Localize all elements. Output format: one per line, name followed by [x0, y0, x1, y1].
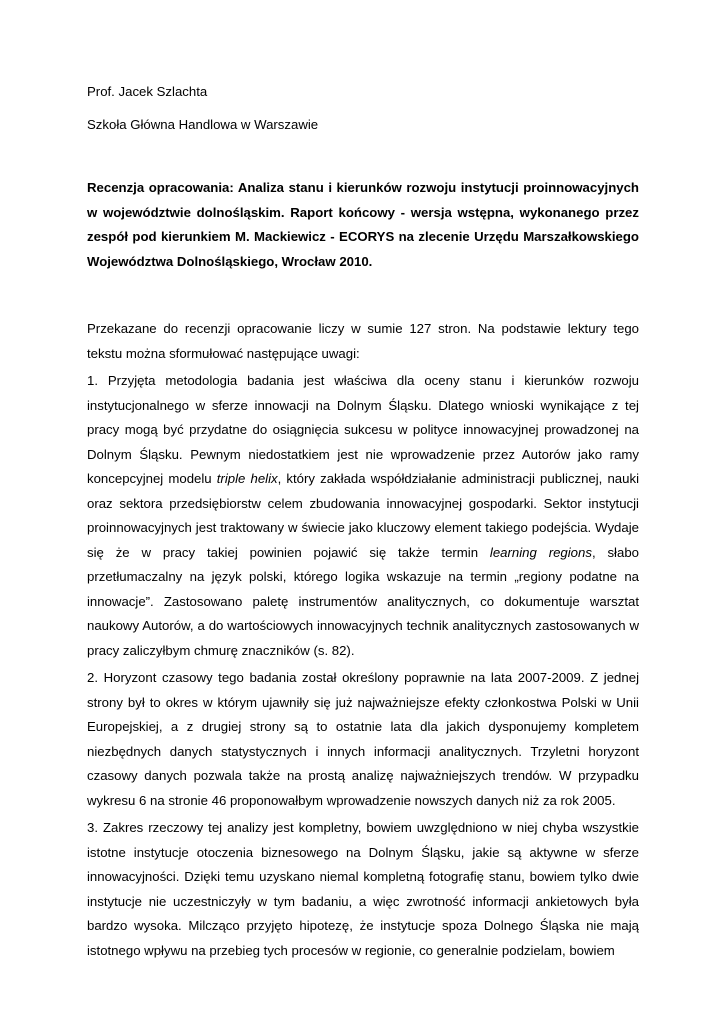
point-1-text-b: , który zakłada współdziałanie administracji publicznej, nauki oraz sektora przedsiębiorstw celem zbudowania innowacyjnej gospodarki. Sektor instytucji proinnowacyjnych jest traktowany w świecie jako kluczowy element takiego podejścia. Wydaje się że w pracy takiej powinien pojawić się także termin — [87, 471, 639, 560]
intro-paragraph: Przekazane do recenzji opracowanie liczy w sumie 127 stron. Na podstawie lektury tego tekstu można sformułować następujące uwagi: — [87, 321, 639, 361]
point-2-paragraph: 2. Horyzont czasowy tego badania został określony poprawnie na lata 2007-2009. Z jednej strony był to okres w którym ujawniły się już najważniejsze efekty członkostwa Polski w Unii Europejskiej, a z drugiej strony są to ostatnie lata dla jakich dysponujemy kompletem niezbędnych danych statystycznych i innych informacji analitycznych. Trzyletni horyzont czasowy danych pozwala także na prostą analizę najważniejszych trendów. W przypadku wykresu 6 na stronie 46 proponowałbym wprowadzenie nowszych danych niż za rok 2005. — [87, 670, 639, 808]
review-title: Recenzja opracowania: Analiza stanu i kierunków rozwoju instytucji proinnowacyjnych w województwie dolnośląskim. Raport końcowy - wersja wstępna, wykonanego przez zespół pod kierunkiem M. Mackiewicz - ECORYS na zlecenie Urzędu Marszałkowskiego Województwa Dolnośląskiego, Wrocław 2010. — [87, 180, 639, 269]
author-name: Prof. Jacek Szlachta — [87, 84, 208, 99]
institution-name: Szkoła Główna Handlowa w Warszawie — [87, 117, 319, 132]
point-1-text-a: 1. Przyjęta metodologia badania jest właściwa dla oceny stanu i kierunków rozwoju instytucjonalnego w sferze innowacji na Dolnym Śląsku. Dlatego wnioski wynikające z tej pracy mogą być przydatne do osiągnięcia sukcesu w polityce innowacyjnej prowadzonej na Dolnym Śląsku. Pewnym niedostatkiem jest nie wprowadzenie przez Autorów jako ramy koncepcyjnej modelu — [87, 373, 639, 486]
point-3-paragraph: 3. Zakres rzeczowy tej analizy jest kompletny, bowiem uwzględniono w niej chyba wszystkie istotne instytucje otoczenia biznesowego na Dolnym Śląsku, jakie są aktywne w sferze innowacyjności. Dzięki temu uzyskano niemal kompletną fotografię stanu, bowiem tylko dwie instytucje nie uczestniczyły w tym badaniu, a więc zwrotność informacji ankietowych była bardzo wysoka. Milcząco przyjęto hipotezę, że instytucje spoza Dolnego Śląska nie mają istotnego wpływu na przebieg tych procesów w regionie, co generalnie podzielam, bowiem — [87, 820, 639, 958]
point-1-text-c: , słabo przetłumaczalny na język polski, którego logika wskazuje na termin „regiony podatne na innowacje”. Zastosowano paletę instrumentów analitycznych, co dokumentuje warsztat naukowy Autorów, a do wartościowych innowacyjnych technik analitycznych zastosowanych w pracy zaliczyłbym chmurę znaczników (s. 82). — [87, 544, 639, 658]
point-1-italic-term-a: triple helix — [216, 471, 278, 486]
document-page — [87, 83, 639, 966]
point-1-paragraph — [87, 369, 639, 663]
point-1-italic-term-b: learning regions — [489, 544, 592, 560]
